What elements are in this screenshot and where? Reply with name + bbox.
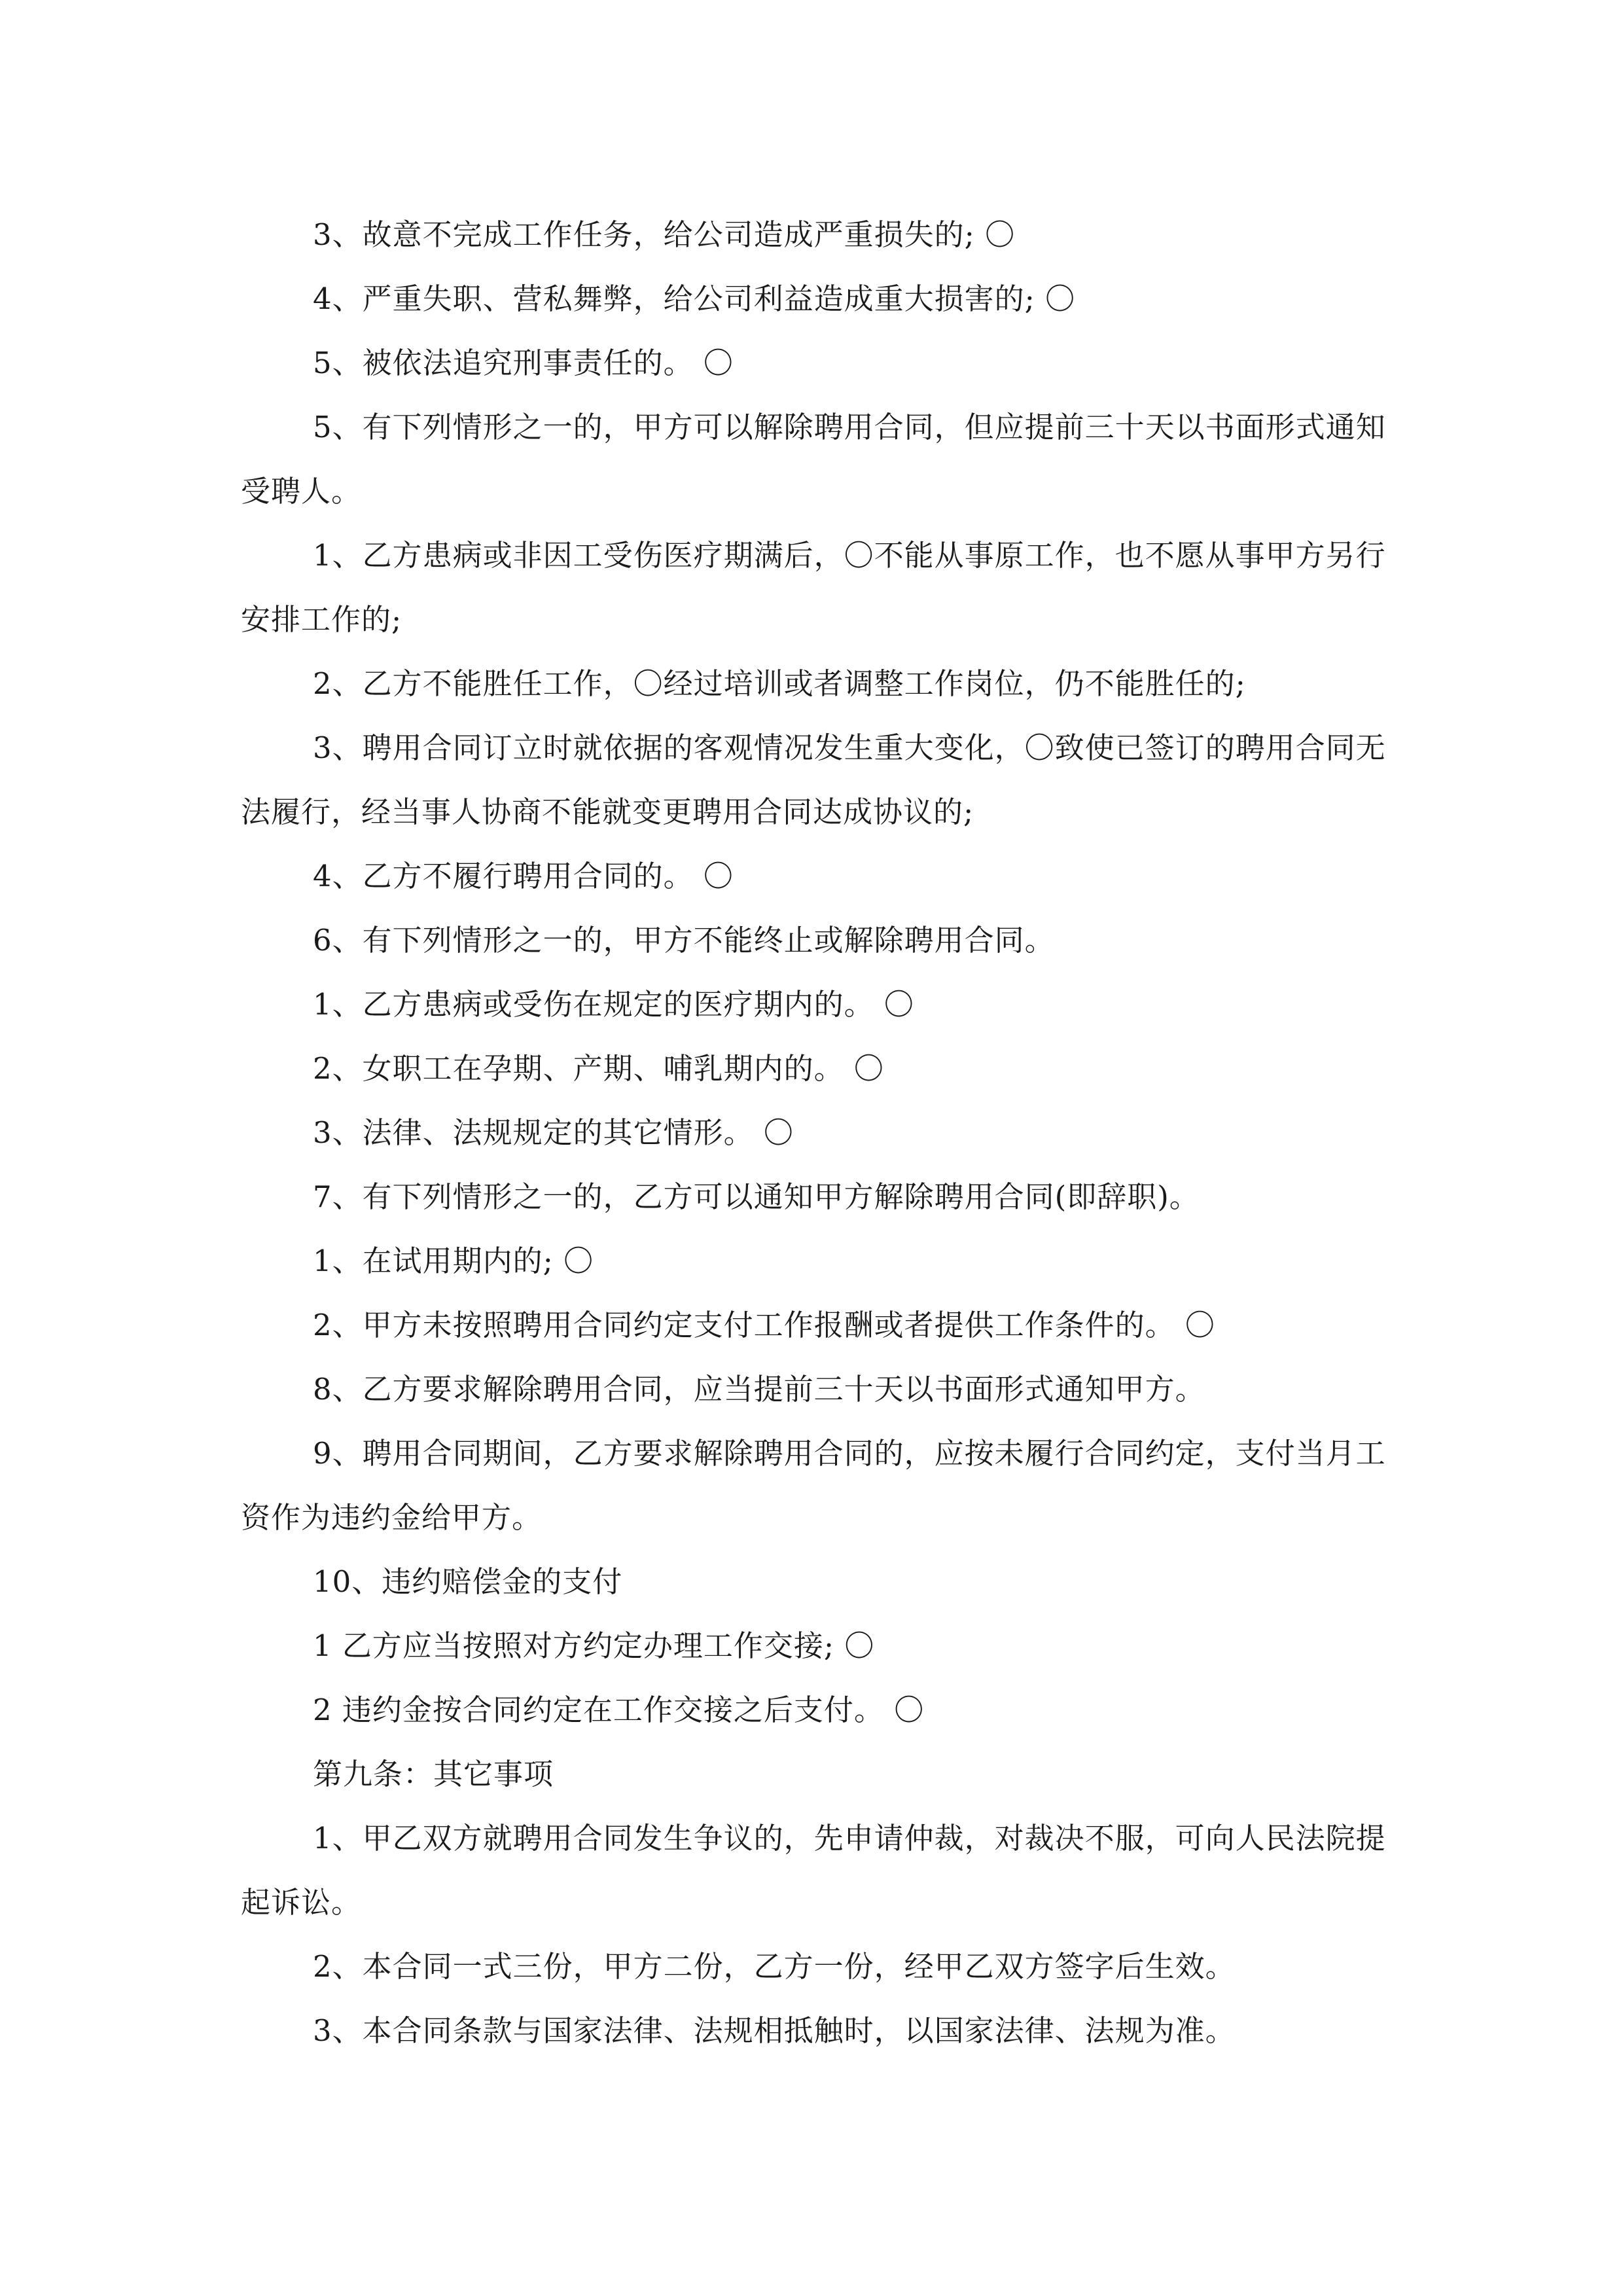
paragraph-9-penalty: 9、聘用合同期间，乙方要求解除聘用合同的，应按未履行合同约定，支付当月工资作为违约金给甲方。 [241, 1436, 1386, 1535]
paragraph-2-incompetence: 2、乙方不能胜任工作，〇经过培训或者调整工作岗位，仍不能胜任的; [313, 666, 1246, 701]
paragraph-6-no-termination: 6、有下列情形之一的，甲方不能终止或解除聘用合同。 [313, 923, 1055, 958]
paragraph-2-maternity: 2、女职工在孕期、产期、哺乳期内的。 〇 [313, 1051, 884, 1086]
paragraph-4-non-performance: 4、乙方不履行聘用合同的。 〇 [313, 859, 734, 893]
paragraph-1-probation: 1、在试用期内的; 〇 [313, 1244, 594, 1278]
paragraph-3-legal-precedence: 3、本合同条款与国家法律、法规相抵触时，以国家法律、法规为准。 [313, 2013, 1236, 2048]
paragraph-5-criminal-liability: 5、被依法追究刑事责任的。 〇 [313, 346, 734, 380]
paragraph-1-handover: 1 乙方应当按照对方约定办理工作交接; 〇 [313, 1628, 875, 1663]
article-9-heading: 第九条：其它事项 [313, 1757, 554, 1791]
paragraph-2-unpaid-remuneration: 2、甲方未按照聘用合同约定支付工作报酬或者提供工作条件的。 〇 [313, 1308, 1215, 1342]
paragraph-7-resignation: 7、有下列情形之一的，乙方可以通知甲方解除聘用合同(即辞职)。 [313, 1179, 1200, 1214]
paragraph-5-termination-with-notice: 5、有下列情形之一的，甲方可以解除聘用合同，但应提前三十天以书面形式通知受聘人。 [241, 410, 1386, 509]
paragraph-3-other-legal: 3、法律、法规规定的其它情形。 〇 [313, 1115, 794, 1150]
paragraph-1-illness-injury: 1、乙方患病或非因工受伤医疗期满后，〇不能从事原工作，也不愿从事甲方另行安排工作的; [241, 538, 1386, 637]
paragraph-3-changed-circumstances: 3、聘用合同订立时就依据的客观情况发生重大变化，〇致使已签订的聘用合同无法履行，经当事人协商不能就变更聘用合同达成协议的; [241, 730, 1386, 829]
contract-text [241, 203, 1387, 2063]
paragraph-3-intentional-failure: 3、故意不完成工作任务，给公司造成严重损失的; 〇 [313, 217, 1016, 252]
paragraph-4-dereliction: 4、严重失职、营私舞弊，给公司利益造成重大损害的; 〇 [313, 281, 1076, 316]
paragraph-10-compensation-payment: 10、违约赔偿金的支付 [313, 1564, 623, 1599]
paragraph-8-resignation-notice: 8、乙方要求解除聘用合同，应当提前三十天以书面形式通知甲方。 [313, 1372, 1205, 1407]
paragraph-1-dispute-resolution: 1、甲乙双方就聘用合同发生争议的，先申请仲裁，对裁决不服，可向人民法院提起诉讼。 [241, 1821, 1386, 1920]
paragraph-2-penalty-after-handover: 2 违约金按合同约定在工作交接之后支付。 〇 [313, 1693, 925, 1727]
paragraph-1-medical-period: 1、乙方患病或受伤在规定的医疗期内的。 〇 [313, 987, 914, 1022]
paragraph-2-copies: 2、本合同一式三份，甲方二份，乙方一份，经甲乙双方签字后生效。 [313, 1949, 1236, 1984]
